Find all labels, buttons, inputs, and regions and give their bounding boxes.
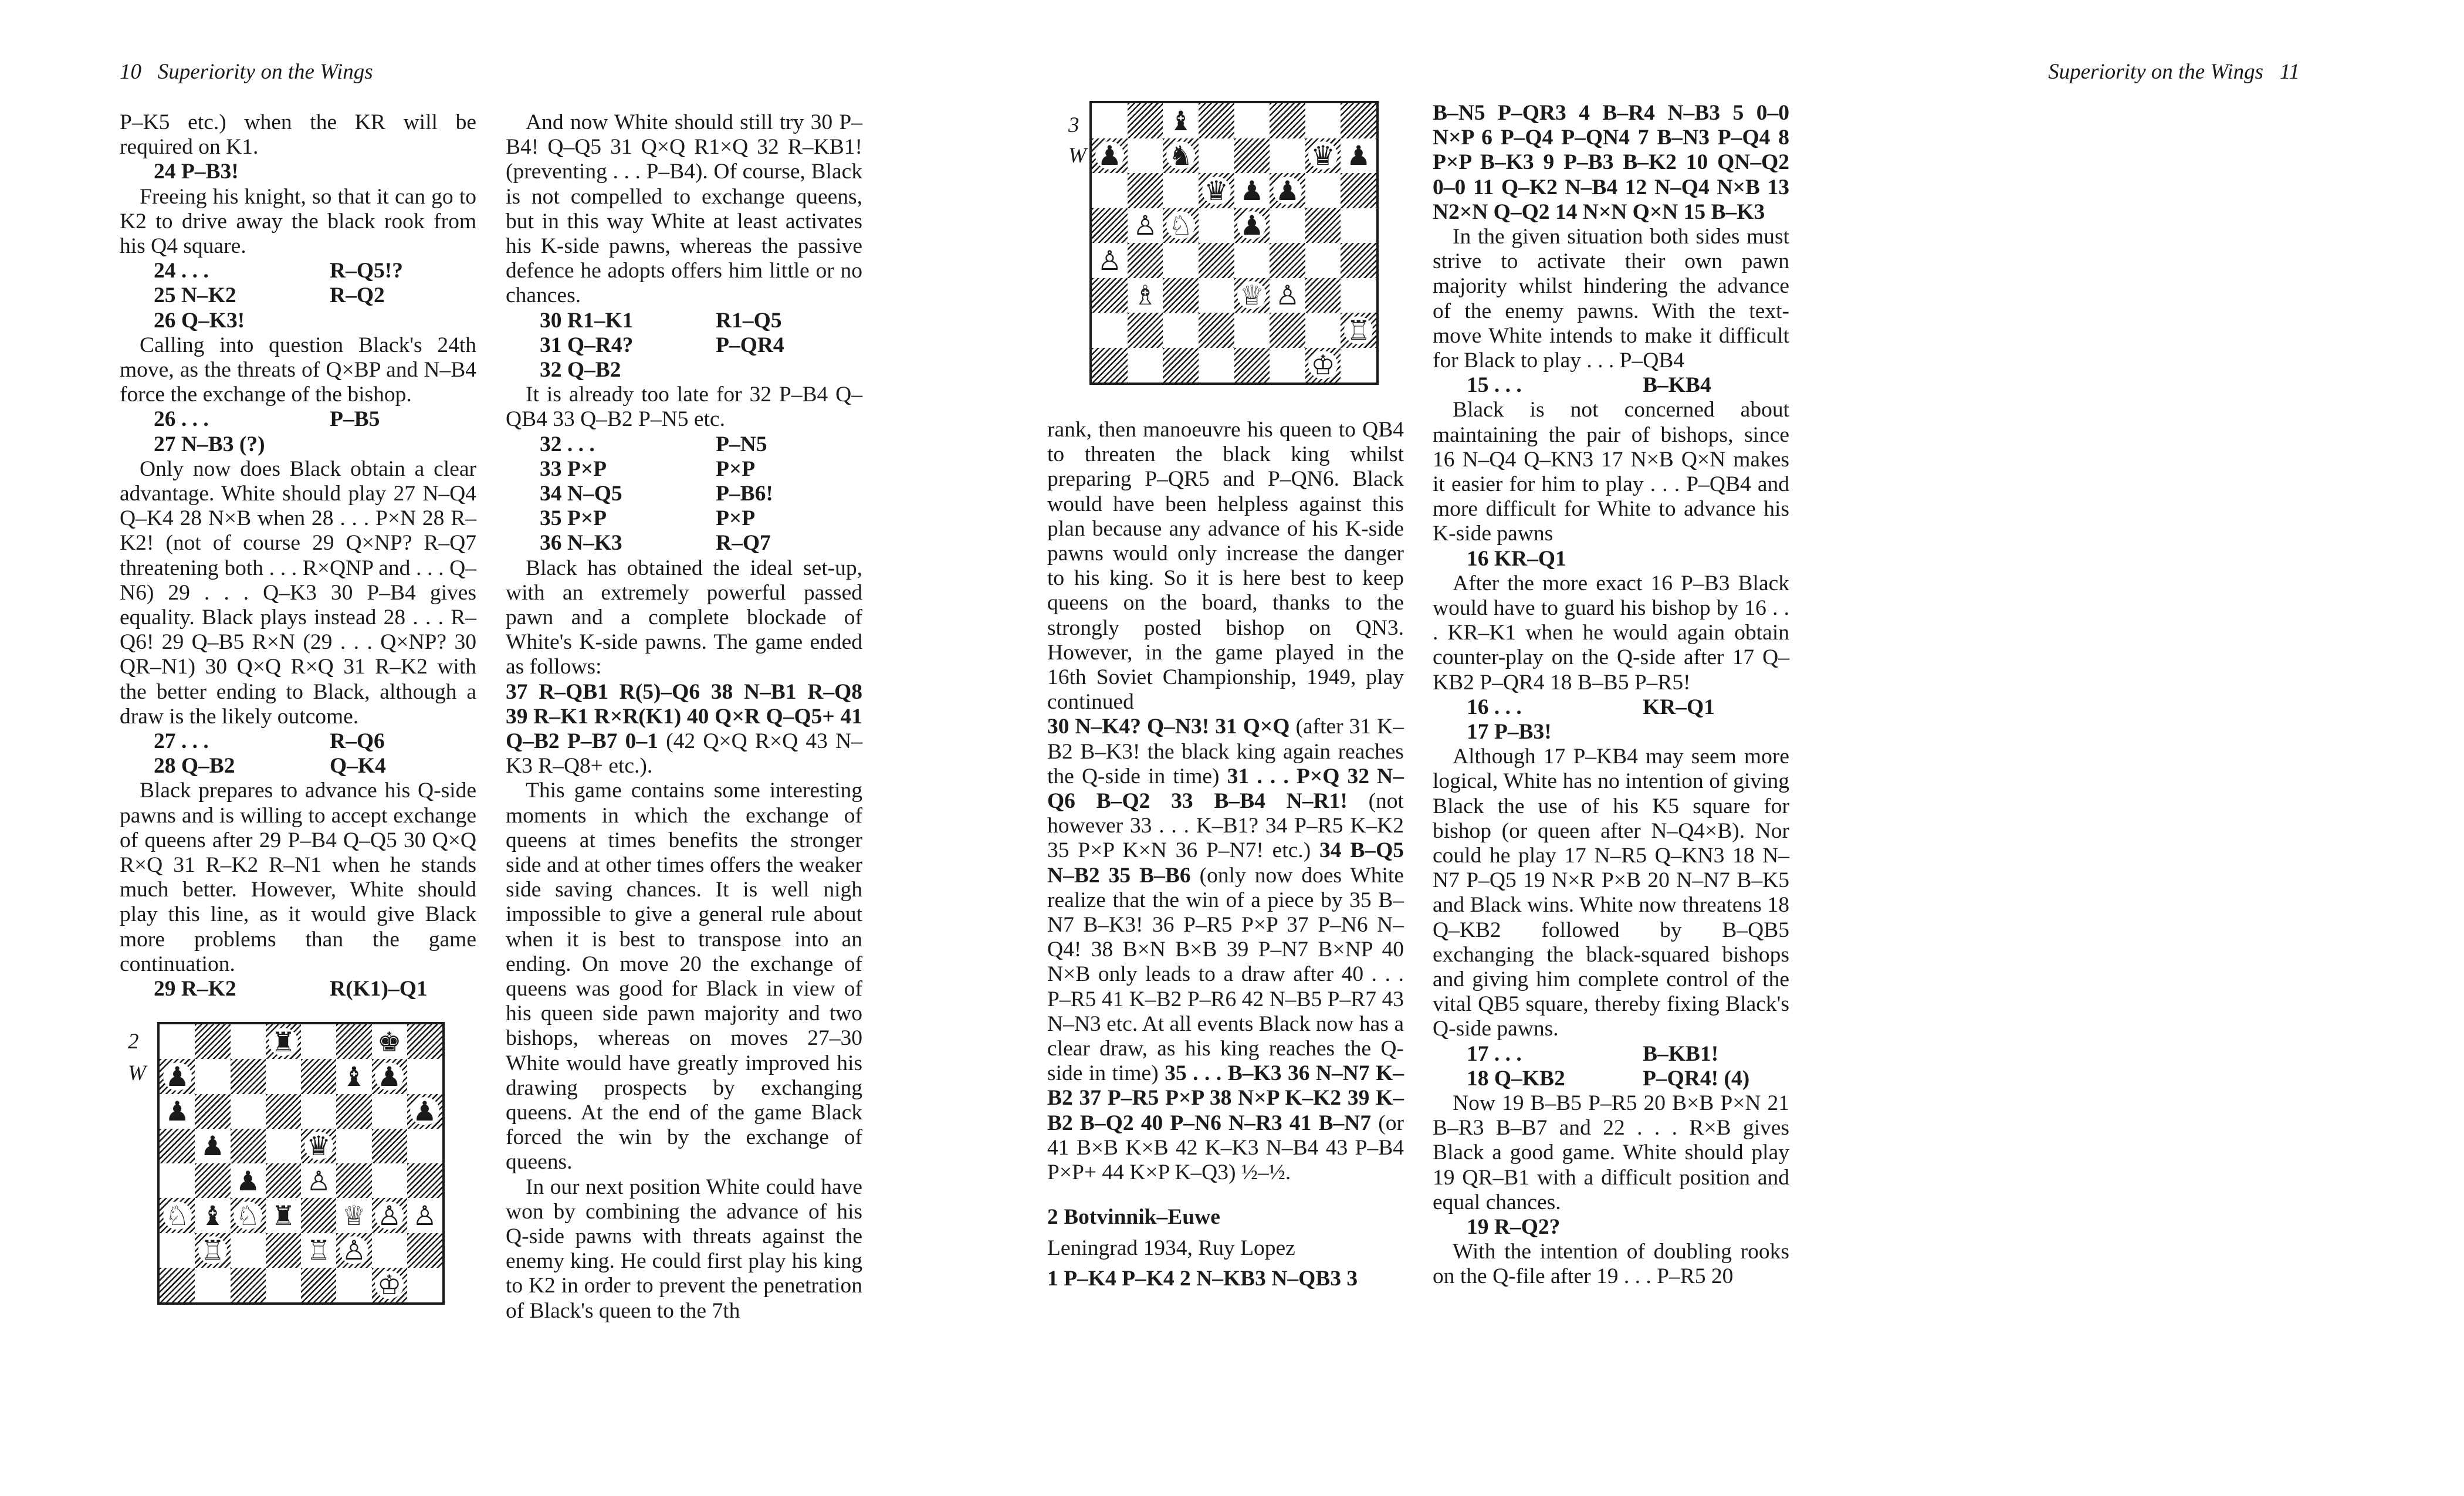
white-move: 34 N–Q5: [540, 481, 622, 506]
black-move: [1643, 547, 1789, 571]
running-title: Superiority on the Wings: [157, 60, 373, 84]
board-square: [372, 1094, 407, 1129]
game-title: 2 Botvinnik–Euwe: [1047, 1205, 1220, 1230]
chess-piece-icon: ♙: [375, 1201, 404, 1230]
game-info: Leningrad 1934, Ruy Lopez: [1047, 1236, 1295, 1260]
diagram-turn: W: [1068, 144, 1087, 168]
black-move: [716, 358, 862, 383]
board-square: [195, 1059, 230, 1094]
move-line: [506, 333, 862, 358]
board-square: [1128, 173, 1163, 208]
chess-piece-icon: ♟: [163, 1062, 192, 1091]
board-square: [1341, 313, 1376, 348]
game-moves: 31 . . . P×Q 32 N–Q6 B–Q2 33 B–B4 N–R1!: [1047, 764, 1404, 814]
white-move: 25 N–K2: [154, 283, 236, 308]
board-square: [1092, 348, 1128, 383]
black-move: P–B5: [330, 407, 380, 432]
board-square: [1128, 278, 1163, 313]
white-move: 26 . . .: [154, 407, 209, 432]
move-line: [1433, 373, 1789, 398]
board-square: [266, 1198, 301, 1233]
board-square: [372, 1163, 407, 1198]
move-line: [1433, 547, 1789, 571]
chess-board: [157, 1022, 445, 1305]
chess-piece-icon: ♟: [163, 1097, 192, 1125]
board-square: [1234, 103, 1270, 138]
board-square: [160, 1198, 195, 1233]
chess-piece-icon: ♙: [1095, 246, 1124, 275]
board-square: [1270, 278, 1305, 313]
board-square: [160, 1024, 195, 1059]
board-square: [1305, 103, 1341, 138]
board-square: [195, 1024, 230, 1059]
board-square: [1234, 138, 1270, 174]
black-move: P–QR4: [716, 333, 784, 357]
chess-piece-icon: ♔: [375, 1271, 404, 1299]
black-move: [330, 160, 476, 184]
white-move: 16 . . .: [1467, 695, 1522, 719]
board-square: [407, 1163, 442, 1198]
text-column-right-2: [1433, 101, 1789, 1289]
chess-piece-icon: ♖: [198, 1236, 227, 1264]
board-square: [407, 1059, 442, 1094]
white-move: 31 Q–R4?: [540, 333, 634, 357]
black-move: B–KB4: [1643, 373, 1711, 398]
move-line: [1433, 1215, 1789, 1240]
white-move: 17 P–B3!: [1467, 720, 1552, 744]
board-square: [336, 1024, 371, 1059]
board-square: [266, 1129, 301, 1163]
move-line: [1433, 720, 1789, 744]
black-move: Q–K4: [330, 754, 386, 779]
board-square: [336, 1059, 371, 1094]
game-moves: 1 P–K4 P–K4 2 N–KB3 N–QB3 3: [1047, 1266, 1358, 1291]
board-square: [1128, 103, 1163, 138]
board-square: [266, 1233, 301, 1268]
running-title: Superiority on the Wings: [2048, 60, 2263, 84]
board-square: [160, 1268, 195, 1302]
board-square: [195, 1163, 230, 1198]
annotation-paragraph: [1047, 715, 1404, 1185]
board-square: [372, 1059, 407, 1094]
board-square: [1163, 278, 1199, 313]
annotation-text: (only now does White realize that the win of a piece by 35 B–N7 B–K3! 36 P–R5 P×P 37 P–N6 N–Q4! 38 B×N B×B 39 P–N7 B×NP 40 N×B only leads to a draw after 40 . . . P–R5 41 K–B2 P–R6 42 N–B5 P–R7 43 N–N3 etc. At all events Black now has a clear draw, as his king reaches the Q-side in time): [1047, 863, 1404, 1086]
right-page: [1047, 0, 2300, 1496]
chess-piece-icon: ♘: [1166, 211, 1195, 239]
board-square: [336, 1198, 371, 1233]
black-move: P×P: [716, 456, 756, 481]
chess-piece-icon: ♛: [1202, 177, 1231, 205]
white-move: 19 R–Q2?: [1467, 1215, 1561, 1240]
black-move: P–QR4! (4): [1643, 1066, 1750, 1091]
board-square: [372, 1198, 407, 1233]
board-square: [1128, 313, 1163, 348]
annotation-text: (42 Q×Q R×Q 43 N–K3 R–Q8+ etc.).: [506, 729, 862, 779]
board-square: [160, 1094, 195, 1129]
annotation-paragraph: And now White should still try 30 P–B4! Q–Q5 31 Q×Q R1×Q 32 R–KB1! (preventing . . . P–B4). Of course, Black is not compelled to exchange queens, but in this way White at least activates his K-side pawns, whereas the passive defence he adopts offers him little or no chances.: [506, 110, 862, 308]
move-line: [506, 432, 862, 457]
white-move: 15 . . .: [1467, 373, 1522, 398]
black-move: P–N5: [716, 432, 767, 456]
board-square: [301, 1233, 336, 1268]
chess-piece-icon: ♙: [304, 1167, 333, 1195]
black-move: R1–Q5: [716, 308, 782, 333]
annotation-paragraph: Black prepares to advance his Q-side pawns and is willing to accept exchange of queens after 29 P–B4 Q–Q5 30 Q×Q R×Q 31 R–K2 R–N1 when he stands much better. However, White should play this line, as it would give Black more problems than the game continuation.: [120, 779, 476, 976]
move-line: [120, 754, 476, 779]
chess-piece-icon: ♝: [340, 1062, 368, 1091]
board-square: [266, 1059, 301, 1094]
move-line: [506, 482, 862, 506]
board-square: [195, 1198, 230, 1233]
chess-piece-icon: ♙: [1131, 211, 1159, 239]
board-square: [1234, 173, 1270, 208]
board-square: [266, 1163, 301, 1198]
board-square: [1092, 138, 1128, 174]
board-square: [407, 1094, 442, 1129]
board-square: [1341, 208, 1376, 243]
board-square: [1199, 103, 1234, 138]
board-square: [1199, 243, 1234, 278]
board-square: [336, 1163, 371, 1198]
board-square: [1270, 208, 1305, 243]
board-square: [407, 1024, 442, 1059]
board-square: [301, 1163, 336, 1198]
board-square: [407, 1198, 442, 1233]
board-square: [266, 1094, 301, 1129]
annotation-paragraph: With the intention of doubling rooks on the Q-file after 19 . . . P–R5 20: [1433, 1240, 1789, 1289]
annotation-paragraph: Now 19 B–B5 P–R5 20 B×B P×N 21 B–R3 B–B7 and 22 . . . R×B gives Black a good game. White should play 19 QR–B1 with a difficult position and equal chances.: [1433, 1091, 1789, 1214]
chess-piece-icon: ♝: [1166, 107, 1195, 135]
board-square: [301, 1059, 336, 1094]
board-square: [1341, 243, 1376, 278]
chess-piece-icon: ♙: [410, 1201, 439, 1230]
board-square: [1163, 138, 1199, 174]
black-move: [330, 309, 476, 333]
chess-piece-icon: ♕: [340, 1201, 368, 1230]
board-square: [195, 1268, 230, 1302]
board-square: [1128, 208, 1163, 243]
text-column-right-1: [1047, 418, 1404, 1291]
board-square: [1199, 278, 1234, 313]
text-column-left-2: [506, 110, 862, 1324]
board-square: [266, 1268, 301, 1302]
board-square: [407, 1268, 442, 1302]
board-square: [1163, 208, 1199, 243]
page-number: 11: [2279, 60, 2300, 84]
board-square: [1305, 208, 1341, 243]
chess-piece-icon: ♙: [1273, 281, 1302, 309]
annotation-text: (or 41 B×B K×B 42 K–K3 N–B4 43 P–B4 P×P+ 44 K×P K–Q3) ½–½.: [1047, 1111, 1404, 1185]
board-square: [1305, 243, 1341, 278]
annotation-paragraph: This game contains some interesting moments in which the exchange of queens at times benefits the stronger side and at other times offers the weaker side saving chances. It is well nigh impossible to give a general rule about when it is best to transpose into an ending. On move 20 the exchange of queens was good for Black in view of his queen side pawn majority and two bishops, whereas on moves 27–30 White would have greatly improved his drawing prospects by exchanging queens. At the end of the game Black forced the win by the exchange of queens.: [506, 779, 862, 1175]
board-square: [336, 1268, 371, 1302]
board-square: [1341, 278, 1376, 313]
board-square: [1234, 208, 1270, 243]
chess-piece-icon: ♟: [1273, 177, 1302, 205]
board-square: [231, 1163, 266, 1198]
move-line: [120, 309, 476, 333]
chess-piece-icon: ♞: [1166, 141, 1195, 170]
board-square: [160, 1163, 195, 1198]
chess-piece-icon: ♛: [304, 1132, 333, 1160]
black-move: KR–Q1: [1643, 695, 1715, 719]
board-square: [195, 1233, 230, 1268]
board-square: [1128, 243, 1163, 278]
annotation-text: (after 31 K–B2 B–K3! the black king again reaches the Q-side in time): [1047, 715, 1404, 788]
running-head-left: [120, 59, 373, 84]
annotation-paragraph: Only now does Black obtain a clear advantage. White should play 27 N–Q4 Q–K4 28 N×B when 28 . . . P×N 28 R–K2! (not of course 29 Q×NP? R–Q7 threatening both . . . R×QNP and . . . Q–N6) 29 . . . Q–K3 30 P–B4 gives equality. Black plays instead 28 . . . R–Q6! 29 Q–B5 R×N (29 . . . Q×NP? 30 QR–N1) 30 Q×Q R×Q 31 R–K2 with the better ending to Black, although a draw is the likely outcome.: [120, 456, 476, 729]
annotation-paragraph: After the more exact 16 P–B3 Black would have to guard his bishop by 16 . . . KR–K1 when he would again obtain counter-play on the Q-side after 17 Q–KB2 P–QR4 18 B–B5 P–R5!: [1433, 571, 1789, 695]
board-square: [231, 1024, 266, 1059]
board-square: [1234, 278, 1270, 313]
chess-piece-icon: ♟: [233, 1167, 262, 1195]
board-square: [1092, 103, 1128, 138]
board-square: [1270, 138, 1305, 174]
running-head-right: [2048, 59, 2300, 84]
board-square: [301, 1198, 336, 1233]
annotation-paragraph: Calling into question Black's 24th move, as the threats of Q×BP and N–B4 force the exchange of the bishop.: [120, 333, 476, 407]
diagram-number: 2: [128, 1030, 139, 1054]
black-move: P×P: [716, 506, 756, 531]
white-move: 29 R–K2: [154, 976, 236, 1001]
white-move: 27 N–B3 (?): [154, 432, 265, 456]
annotation-paragraph: rank, then manoeuvre his queen to QB4 to threaten the black king whilst preparing P–QR5 and P–QN6. Black would have been helpless against this plan because any advance of his K-side pawns would only increase the danger to his king. So it is here best to keep queens on the board, thanks to the strongly posted bishop on QN3. However, in the game played in the 16th Soviet Championship, 1949, play continued: [1047, 418, 1404, 715]
white-move: 17 . . .: [1467, 1041, 1522, 1066]
white-move: 16 KR–Q1: [1467, 546, 1566, 571]
move-line: [1433, 1067, 1789, 1091]
board-square: [336, 1233, 371, 1268]
board-square: [1234, 348, 1270, 383]
move-line: [1433, 695, 1789, 720]
game-moves: 37 R–QB1 R(5)–Q6 38 N–B1 R–Q8 39 R–K1 R×R(K1) 40 Q×R Q–Q5+ 41 Q–B2 P–B7 0–1: [506, 679, 862, 753]
board-square: [1341, 173, 1376, 208]
board-square: [160, 1129, 195, 1163]
white-move: 33 P×P: [540, 456, 607, 481]
chess-piece-icon: ♟: [198, 1132, 227, 1160]
board-square: [1341, 348, 1376, 383]
board-square: [336, 1094, 371, 1129]
white-move: 30 R1–K1: [540, 308, 634, 333]
board-square: [1163, 313, 1199, 348]
board-square: [1092, 173, 1128, 208]
diagram-number: 3: [1068, 113, 1079, 137]
black-move: [330, 432, 476, 457]
move-line: [120, 259, 476, 283]
chess-piece-icon: ♖: [1344, 316, 1373, 344]
move-line: [120, 729, 476, 754]
board-square: [1199, 208, 1234, 243]
annotation-paragraph: Freeing his knight, so that it can go to K2 to drive away the black rook from his Q4 square.: [120, 184, 476, 258]
white-move: 24 P–B3!: [154, 160, 239, 184]
chess-board: [1089, 101, 1379, 385]
board-square: [1092, 313, 1128, 348]
chess-diagram-3: [1047, 101, 1379, 385]
white-move: 24 . . .: [154, 259, 209, 283]
board-square: [1234, 243, 1270, 278]
board-square: [231, 1268, 266, 1302]
chess-piece-icon: ♟: [1095, 141, 1124, 170]
chess-piece-icon: ♝: [198, 1201, 227, 1230]
annotation-paragraph: In the given situation both sides must strive to activate their own pawn majority whilst hindering the advance of the enemy pawns. With the text-move White intends to make it difficult for Black to play . . . P–QB4: [1433, 225, 1789, 373]
board-square: [1199, 313, 1234, 348]
board-square: [231, 1059, 266, 1094]
move-line: [506, 506, 862, 531]
annotation-paragraph: Although 17 P–KB4 may seem more logical, White has no intention of giving Black the use of his K5 square for bishop (or queen after N–Q4×B). Nor could he play 17 N–R5 Q–KN3 18 N–N7 P–Q5 19 N×R P×B 20 N–N7 B–K5 and Black wins. White now threatens 18 Q–KB2 followed by B–QB5 exchanging the black-squared bishops and giving him complete control of the vital QB5 square, thereby fixing Black's Q-side pawns.: [1433, 744, 1789, 1041]
board-square: [407, 1233, 442, 1268]
move-line: [120, 160, 476, 184]
annotation-paragraph: Black has obtained the ideal set-up, with an extremely powerful passed pawn and a complete blockade of White's K-side pawns. The game ended as follows:: [506, 556, 862, 679]
white-move: 35 P×P: [540, 506, 607, 531]
chess-piece-icon: ♛: [1308, 141, 1337, 170]
chess-piece-icon: ♗: [1131, 281, 1159, 309]
board-square: [231, 1198, 266, 1233]
black-move: R(K1)–Q1: [330, 976, 428, 1001]
white-move: 36 N–K3: [540, 531, 622, 556]
board-square: [407, 1129, 442, 1163]
move-line: [506, 531, 862, 556]
move-line: [506, 358, 862, 383]
board-square: [195, 1094, 230, 1129]
board-square: [1270, 313, 1305, 348]
board-square: [1234, 313, 1270, 348]
board-square: [336, 1129, 371, 1163]
black-move: R–Q2: [330, 283, 385, 308]
board-square: [1199, 173, 1234, 208]
white-move: 26 Q–K3!: [154, 308, 245, 333]
board-square: [1341, 103, 1376, 138]
game-moves: 34 B–Q5 N–B2 35 B–B6: [1047, 838, 1404, 888]
move-line: [120, 432, 476, 457]
chess-diagram-2: [128, 1022, 445, 1305]
chess-piece-icon: ♖: [304, 1236, 333, 1264]
board-square: [1270, 103, 1305, 138]
annotation-paragraph: [506, 680, 862, 779]
white-move: 32 Q–B2: [540, 358, 621, 382]
board-square: [1092, 208, 1128, 243]
diagram-turn: W: [128, 1061, 146, 1085]
board-square: [266, 1024, 301, 1059]
board-square: [160, 1059, 195, 1094]
black-move: [1643, 1215, 1789, 1240]
chess-piece-icon: ♟: [410, 1097, 439, 1125]
move-line: [1433, 1042, 1789, 1067]
white-move: 18 Q–KB2: [1467, 1066, 1565, 1091]
board-square: [1270, 173, 1305, 208]
chess-piece-icon: ♚: [375, 1028, 404, 1056]
white-move: 27 . . .: [154, 729, 209, 753]
board-square: [1163, 103, 1199, 138]
game-moves: B–N5 P–QR3 4 B–R4 N–B3 5 0–0 N×P 6 P–Q4 P–QN4 7 B–N3 P–Q4 8 P×P B–K3 9 P–B3 B–K2 10 QN–Q2 0–0 11 Q–K2 N–B4 12 N–Q4 N×B 13 N2×N Q–Q2 14 N×N Q×N 15 B–K3: [1433, 101, 1789, 224]
board-square: [1199, 348, 1234, 383]
board-square: [372, 1233, 407, 1268]
board-square: [301, 1129, 336, 1163]
board-square: [1163, 348, 1199, 383]
black-move: R–Q5!?: [330, 259, 403, 283]
board-square: [301, 1024, 336, 1059]
board-square: [1270, 348, 1305, 383]
chess-piece-icon: ♟: [1237, 211, 1266, 239]
game-moves: 30 N–K4? Q–N3! 31 Q×Q: [1047, 715, 1290, 739]
black-move: B–KB1!: [1643, 1041, 1719, 1066]
board-square: [231, 1233, 266, 1268]
game-moves: 35 . . . B–K3 36 N–N7 K–B2 37 P–R5 P×P 38 N×P K–K2 39 K–B2 B–Q2 40 P–N6 N–R3 41 B–N7: [1047, 1061, 1404, 1135]
board-square: [1163, 173, 1199, 208]
board-square: [372, 1024, 407, 1059]
board-square: [231, 1129, 266, 1163]
board-square: [1305, 173, 1341, 208]
board-square: [160, 1233, 195, 1268]
white-move: 28 Q–B2: [154, 754, 235, 779]
move-line: [120, 283, 476, 308]
board-square: [1305, 313, 1341, 348]
chess-piece-icon: ♕: [1237, 281, 1266, 309]
board-square: [1305, 348, 1341, 383]
board-square: [1128, 348, 1163, 383]
move-line: [506, 309, 862, 333]
chess-piece-icon: ♙: [340, 1236, 368, 1264]
board-square: [372, 1268, 407, 1302]
board-square: [1092, 243, 1128, 278]
board-square: [1305, 138, 1341, 174]
move-line: [506, 457, 862, 482]
chess-piece-icon: ♟: [375, 1062, 404, 1091]
chess-piece-icon: ♟: [1237, 177, 1266, 205]
black-move: [1643, 720, 1789, 744]
board-square: [1128, 138, 1163, 174]
move-line: [120, 977, 476, 1001]
annotation-paragraph: It is already too late for 32 P–B4 Q–QB4 33 Q–B2 P–N5 etc.: [506, 383, 862, 432]
board-square: [1341, 138, 1376, 174]
chess-piece-icon: ♔: [1308, 351, 1337, 379]
text-column-left-1: [120, 110, 476, 1001]
page-number: 10: [120, 60, 141, 84]
board-square: [1199, 138, 1234, 174]
chess-piece-icon: ♘: [163, 1201, 192, 1230]
annotation-paragraph: Black is not concerned about maintaining the pair of bishops, since 16 N–Q4 Q–KN3 17 N×B Q×N makes it easier for him to play . . . P–QB4 and more difficult for White to advance his K-side pawns: [1433, 398, 1789, 546]
chess-piece-icon: ♜: [269, 1028, 297, 1056]
black-move: P–B6!: [716, 481, 773, 506]
board-square: [1305, 278, 1341, 313]
black-move: R–Q7: [716, 531, 771, 556]
annotation-paragraph: P–K5 etc.) when the KR will be required on K1.: [120, 110, 476, 160]
chess-piece-icon: ♘: [233, 1201, 262, 1230]
annotation-text: (not however 33 . . . K–B1? 34 P–R5 K–K2 35 P×P K×N 36 P–N7! etc.): [1047, 789, 1404, 863]
move-line: [120, 407, 476, 432]
board-square: [301, 1094, 336, 1129]
board-square: [1163, 243, 1199, 278]
chess-piece-icon: ♟: [1344, 141, 1373, 170]
black-move: R–Q6: [330, 729, 385, 753]
board-square: [231, 1094, 266, 1129]
board-square: [195, 1129, 230, 1163]
white-move: 32 . . .: [540, 432, 595, 456]
annotation-paragraph: In our next position White could have won by combining the advance of his Q-side pawns with threats against the enemy king. He could first play his king to K2 in order to prevent the penetration of Black's queen to the 7th: [506, 1175, 862, 1323]
board-square: [372, 1129, 407, 1163]
board-square: [301, 1268, 336, 1302]
board-square: [1092, 278, 1128, 313]
chess-piece-icon: ♜: [269, 1201, 297, 1230]
board-square: [1270, 243, 1305, 278]
